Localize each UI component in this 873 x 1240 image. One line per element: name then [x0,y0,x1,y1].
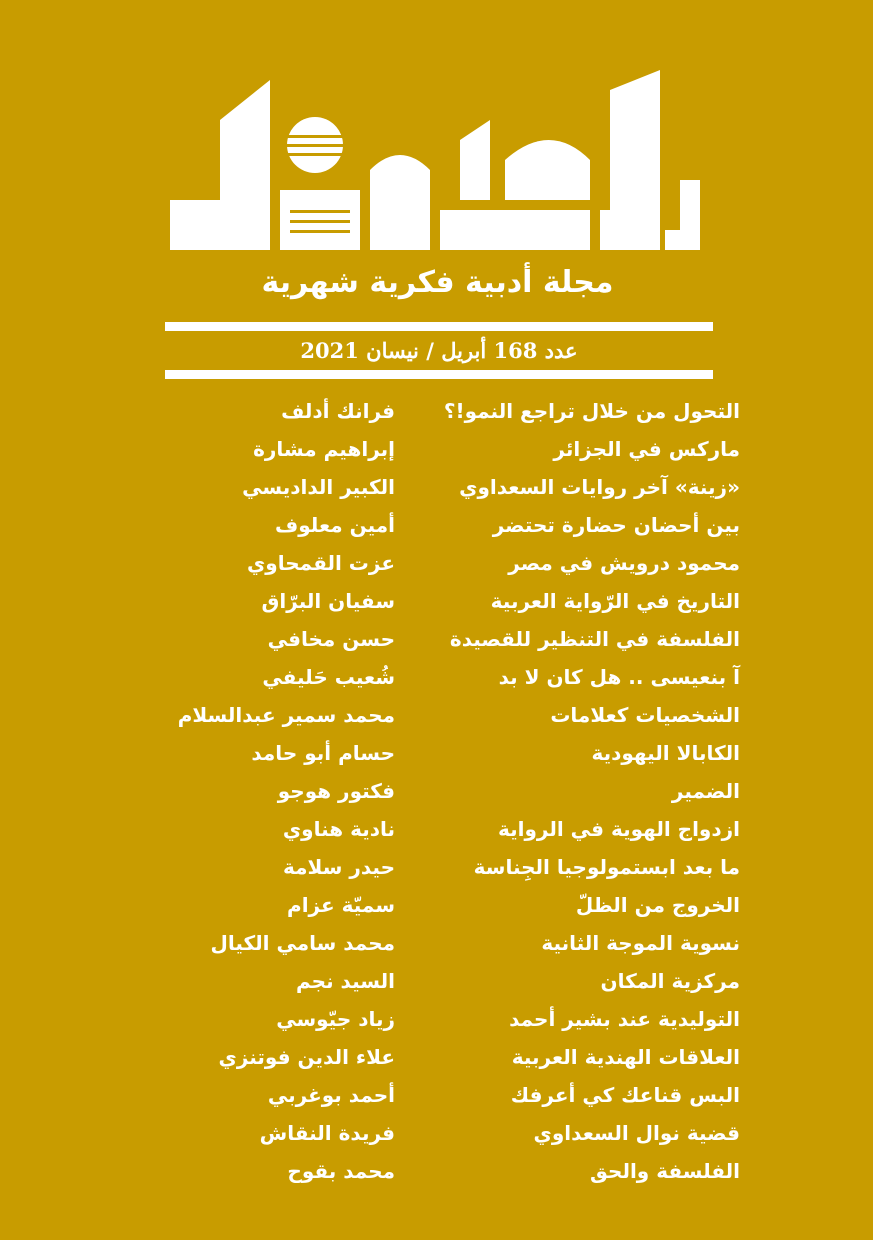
article-author: سفيان البرّاق [261,589,395,613]
article-author: حسام أبو حامد [251,741,395,765]
toc-row [130,430,740,468]
article-author: عزت القمحاوي [246,551,395,575]
article-title: ماركس في الجزائر [553,437,740,461]
toc-row [130,734,740,772]
article-author: فريدة النقاش [259,1121,395,1145]
magazine-subtitle: مجلة أدبية فكرية شهرية [261,265,614,300]
article-author: محمد بقوح [287,1159,395,1183]
bottom-divider [165,370,713,379]
article-title: التحول من خلال تراجع النمو!؟ [443,399,740,423]
article-title: ازدواج الهوية في الرواية [497,817,740,841]
article-author: فكتور هوجو [277,779,395,803]
toc-row [130,696,740,734]
article-author: حيدر سلامة [283,855,395,879]
article-title: محمود درويش في مصر [508,551,740,575]
toc-row [130,962,740,1000]
article-author: أمين معلوف [275,513,395,537]
article-author: حسن مخافي [267,627,395,651]
article-title: آ بنعيسى .. هل كان لا بد [498,665,740,689]
article-title: التوليدية عند بشير أحمد [509,1007,740,1031]
article-title: الخروج من الظلّ [575,893,740,917]
article-title: البس قناعك كي أعرفك [510,1083,740,1107]
article-title: الضمير [671,779,740,803]
article-title: ما بعد ابستمولوجيا الجِناسة [473,855,740,879]
toc-row [130,886,740,924]
article-title: نسوية الموجة الثانية [541,931,740,955]
article-author: السيد نجم [295,969,395,993]
toc-row [130,810,740,848]
article-author: أحمد بوغربي [267,1083,395,1107]
article-author: فرانك أدلف [281,399,395,423]
article-title: قضية نوال السعداوي [533,1121,740,1145]
toc-row [130,582,740,620]
article-author: محمد سامي الكيال [210,931,395,955]
top-divider [165,322,713,331]
toc-row [130,1076,740,1114]
article-author: الكبير الداديسي [242,475,395,499]
article-title: الفلسفة في التنظير للقصيدة [449,627,740,651]
toc-row [130,924,740,962]
toc-row [130,772,740,810]
toc-row [130,468,740,506]
article-title: العلاقات الهندية العربية [511,1045,740,1069]
article-title: مركزية المكان [600,969,740,993]
toc-row [130,1114,740,1152]
toc-row [130,392,740,430]
article-author: نادية هناوي [282,817,395,841]
article-title: الشخصيات كعلامات [550,703,740,727]
table-of-contents [130,392,740,1190]
article-author: علاء الدين فوتنزي [218,1045,395,1069]
article-author: سميّة عزام [287,893,395,917]
toc-row [130,1038,740,1076]
article-author: محمد سمير عبدالسلام [177,703,395,727]
article-author: شُعيب حَليفي [262,665,395,689]
article-author: زياد جيّوسي [276,1007,395,1031]
toc-row [130,848,740,886]
issue-line: عدد 168 أبريل / نيسان 2021 [300,338,578,363]
article-title: بين أحضان حضارة تحتضر [492,513,740,537]
article-title: الكابالا اليهودية [591,741,740,765]
article-title: الفلسفة والحق [590,1159,740,1183]
article-author: إبراهيم مشارة [253,437,395,461]
toc-row [130,1152,740,1190]
toc-row [130,506,740,544]
article-title: التاريخ في الرّواية العربية [490,589,740,613]
toc-row [130,620,740,658]
toc-row [130,1000,740,1038]
toc-row [130,544,740,582]
article-title: «زينة» آخر روايات السعداوي [459,475,740,499]
toc-row [130,658,740,696]
